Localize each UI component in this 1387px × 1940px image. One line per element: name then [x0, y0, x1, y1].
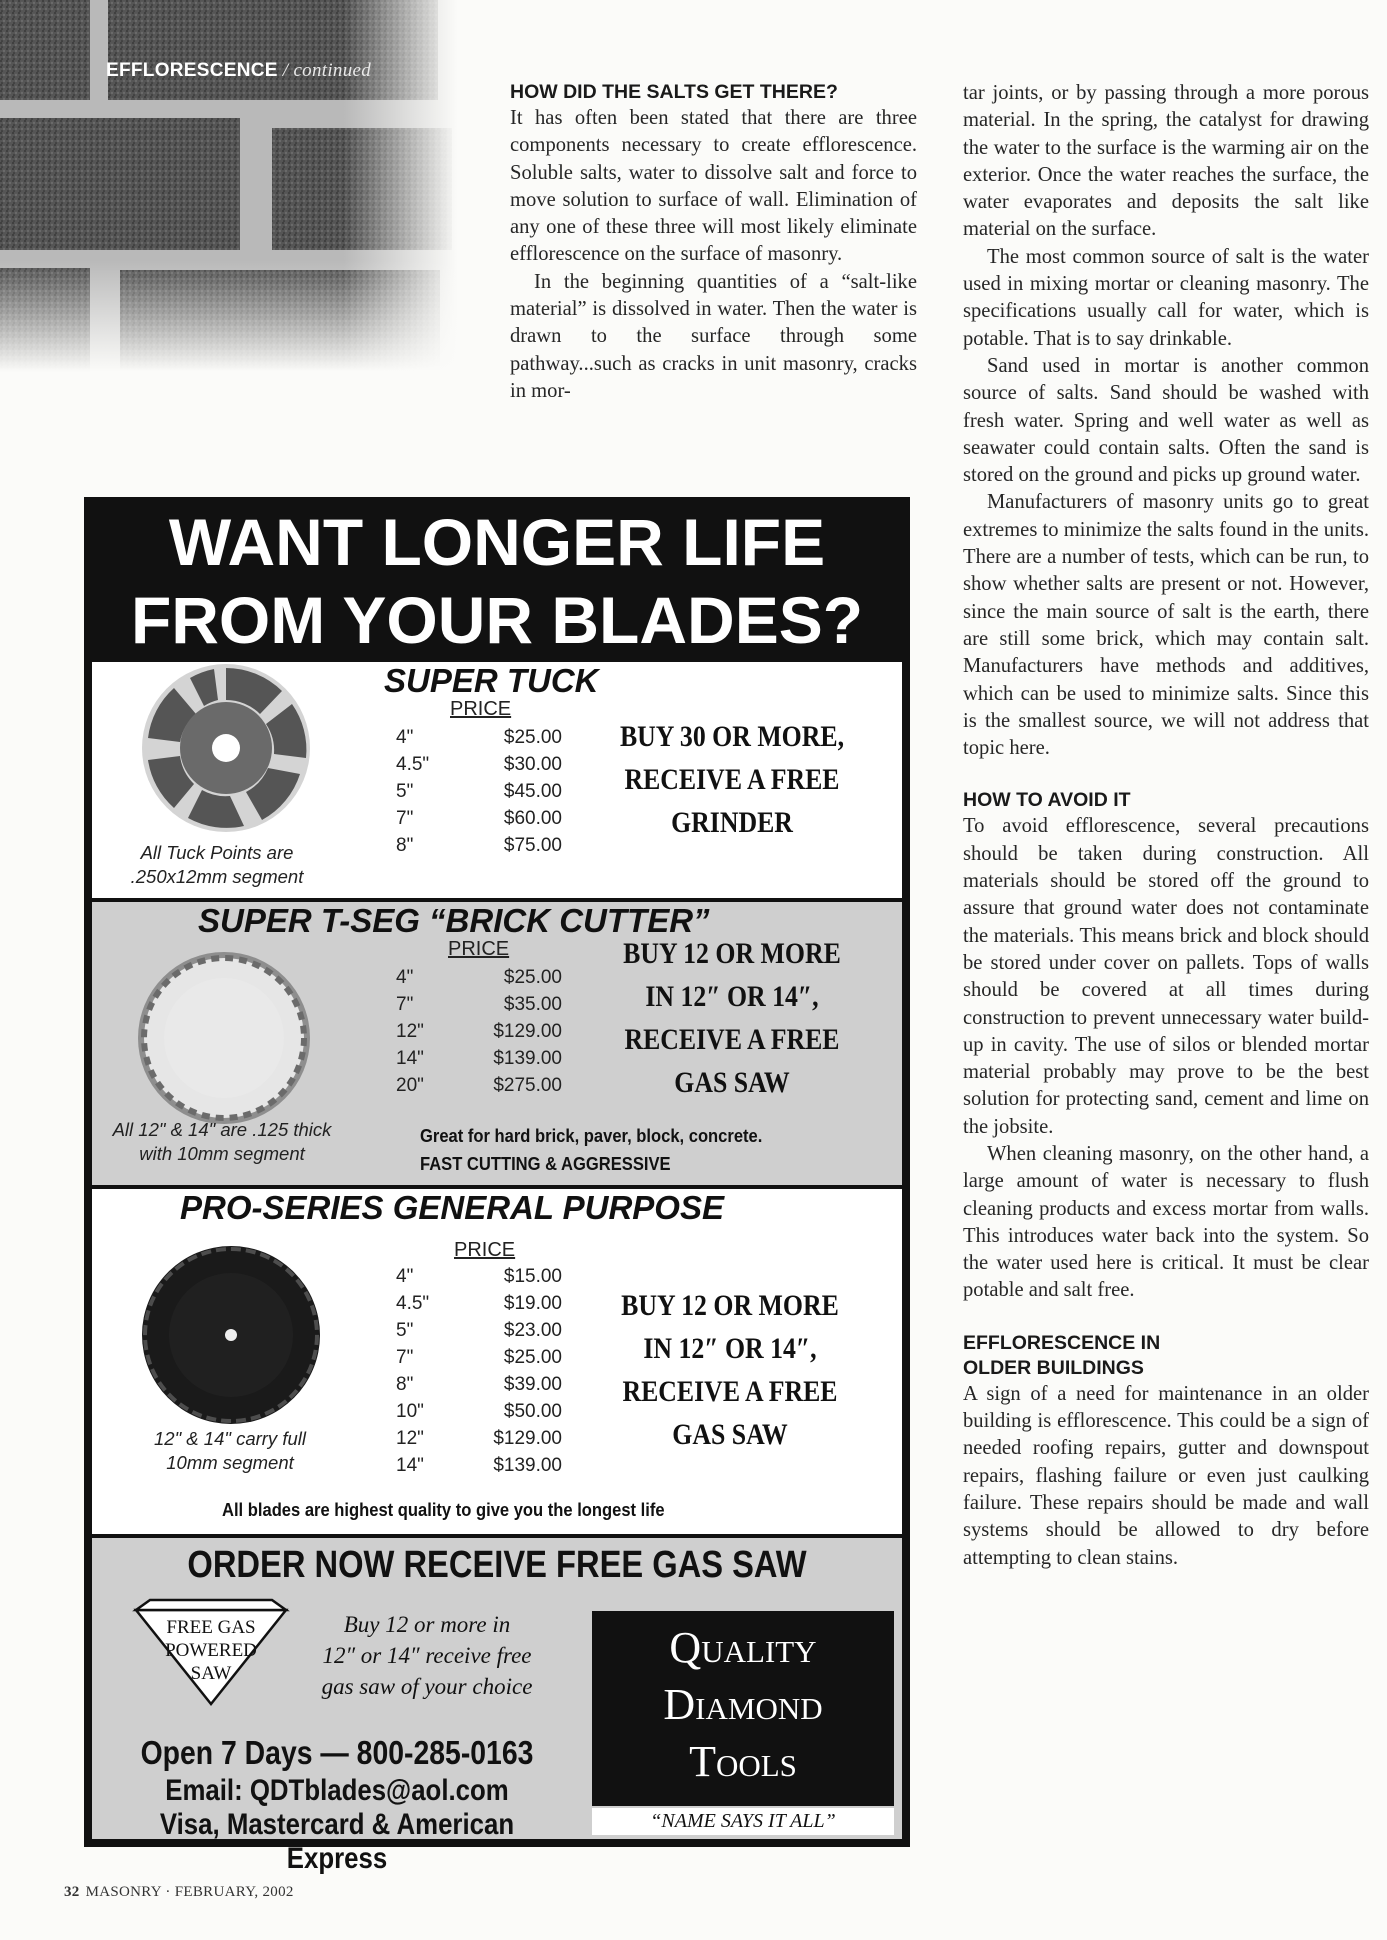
size: 4.5" — [396, 754, 430, 775]
headline-line-2: FROM YOUR BLADES? — [130, 583, 864, 657]
order-heading: ORDER NOW RECEIVE FREE GAS SAW — [187, 1544, 807, 1586]
size: 14" — [396, 1048, 424, 1069]
buy-line: gas saw of your choice — [321, 1674, 533, 1699]
price: $139.00 — [493, 1048, 562, 1069]
note-line: 10mm segment — [166, 1452, 294, 1473]
price: $15.00 — [503, 1266, 562, 1287]
tuck-price-list — [462, 724, 562, 859]
tseg-feature: FAST CUTTING & AGGRESSIVE — [420, 1154, 671, 1174]
size: 5" — [396, 1320, 414, 1341]
paragraph: When cleaning masonry, on the other hand, a large amount of water is necessary to flush cleaning products and excess mortar from walls. This introduces water back into the system. So the water used here is critical. It must be clear potable and salt free. — [963, 1142, 1369, 1302]
price-header: PRICE — [450, 698, 512, 720]
price: $25.00 — [503, 967, 562, 988]
price: $129.00 — [493, 1428, 562, 1449]
tseg-offer — [603, 932, 861, 1104]
tseg-size-list — [396, 964, 444, 1099]
price: $35.00 — [503, 994, 562, 1015]
continued-label: continued — [293, 60, 372, 81]
price: $50.00 — [503, 1401, 562, 1422]
offer-line: GAS SAW — [674, 1066, 790, 1099]
article-column-2 — [963, 80, 1369, 1572]
free-saw-badge — [132, 1616, 290, 1685]
paragraph: In the beginning quantities of a “salt-like material” is dissolved in water. Then the water is drawn to the surface through some pathway...such as cracks in unit masonry, cracks in mor- — [510, 270, 917, 402]
price-header: PRICE — [454, 1239, 516, 1261]
tuck-size-list — [396, 724, 444, 859]
size: 4" — [396, 967, 414, 988]
badge-line: POWERED — [165, 1640, 257, 1661]
paragraph: Sand used in mortar is another common source of salts. Sand should be washed with fresh water. Spring and well water as well as seawater could contain salts. Often the sand is stored on the ground and picks up ground water. — [963, 354, 1369, 487]
brand-line: Diamond — [663, 1680, 823, 1729]
quality-line: All blades are highest quality to give you the longest life — [222, 1500, 665, 1520]
offer-line: RECEIVE A FREE — [624, 763, 840, 796]
article-column-1 — [510, 80, 917, 405]
size: 8" — [396, 835, 414, 856]
offer-line: RECEIVE A FREE — [622, 1375, 838, 1408]
email-line: Email: QDTblades@aol.com — [165, 1774, 509, 1807]
product-title: SUPER T-SEG “BRICK CUTTER” — [198, 902, 710, 939]
price: $25.00 — [503, 727, 562, 748]
size: 10" — [396, 1401, 424, 1422]
note-line: All 12" & 14" are .125 thick — [112, 1119, 332, 1140]
price: $25.00 — [503, 1347, 562, 1368]
tseg-feature: Great for hard brick, paver, block, concrete. — [420, 1126, 763, 1146]
pro-note — [120, 1427, 340, 1475]
pro-series-panel — [92, 1189, 902, 1534]
ad-headline — [84, 497, 910, 662]
section-label: EFFLORESCENCE / continued — [106, 60, 372, 81]
offer-line: BUY 12 OR MORE — [621, 1289, 839, 1322]
heading-line: OLDER BUILDINGS — [963, 1356, 1144, 1379]
price: $275.00 — [493, 1075, 562, 1096]
price: $30.00 — [503, 754, 562, 775]
cards-line: Visa, Mastercard & American Express — [159, 1808, 515, 1875]
brick-wall-photo — [0, 0, 458, 372]
heading-older-buildings — [963, 1331, 1369, 1381]
size: 7" — [396, 808, 414, 829]
buy-line: Buy 12 or more in — [343, 1612, 511, 1637]
price: $23.00 — [503, 1320, 562, 1341]
note-line: 12" & 14" carry full — [154, 1428, 306, 1449]
tuck-note — [102, 841, 332, 889]
product-title: SUPER TUCK — [384, 662, 599, 699]
size: 12" — [396, 1021, 424, 1042]
offer-line: BUY 30 OR MORE, — [619, 720, 845, 753]
tuck-blade-icon — [140, 662, 312, 834]
page-number: 32 — [64, 1884, 80, 1900]
paragraph: Manufacturers of masonry units go to great extremes to minimize the salts found in the units. There are a number of tests, which can be run, to show whether salts are present or not. However, since the main source of salt is the earth, there are still some brick, which may contain salt. Manufacturers have methods and additives, which can be used to minimize salts. Since this is the smallest source, we will not address that topic here. — [963, 491, 1369, 760]
offer-line: GAS SAW — [672, 1418, 788, 1451]
size: 4" — [396, 1266, 414, 1287]
heading-line: EFFLORESCENCE IN — [963, 1331, 1161, 1354]
badge-line: FREE GAS — [166, 1617, 256, 1638]
paragraph: To avoid efflorescence, several precautions should be taken during construction. All materials should be stored off the ground to assure that ground water does not contaminate the materials. This means brick and block should be stored under cover on pallets. Tops of walls should be covered at all times during construction to prevent unnecessary water build-up in cavity. The use of silos or blended mortar material probably may prove to be the best solution for protecting sand, cement and lime on the jobsite. — [963, 815, 1369, 1138]
heading-avoid: HOW TO AVOID IT — [963, 789, 1131, 812]
paragraph: A sign of a need for maintenance in an older building is efflorescence. This could be a sign of needed roofing repairs, gutter and downspout repairs, flashing failure or even just caulking failure. These repairs should be made and wall systems should be allowed to dry before attempting to clean stains. — [963, 1382, 1369, 1569]
size: 14" — [396, 1455, 424, 1476]
super-tseg-panel — [92, 902, 902, 1185]
price: $129.00 — [493, 1021, 562, 1042]
size: 12" — [396, 1428, 424, 1449]
brand-logo — [592, 1611, 894, 1806]
price: $139.00 — [493, 1455, 562, 1476]
page-footer — [64, 1884, 294, 1901]
paragraph: tar joints, or by passing through a more porous material. In the spring, the catalyst for drawing the water to the surface is the warming air on the exterior. Once the water reaches the surface, the water evaporates and deposits the salt like material on the surface. — [963, 82, 1369, 241]
size: 8" — [396, 1374, 414, 1395]
note-line: .250x12mm segment — [130, 866, 304, 887]
order-panel — [92, 1538, 902, 1875]
offer-line: RECEIVE A FREE — [624, 1023, 840, 1056]
price-header: PRICE — [448, 938, 510, 960]
tseg-note — [92, 1118, 352, 1166]
price: $60.00 — [503, 808, 562, 829]
offer-line: BUY 12 OR MORE — [623, 937, 841, 970]
note-line: with 10mm segment — [139, 1143, 305, 1164]
size: 4.5" — [396, 1293, 430, 1314]
buy-note — [302, 1609, 552, 1702]
buy-line: 12″ or 14″ receive free — [322, 1643, 532, 1668]
price: $19.00 — [503, 1293, 562, 1314]
size: 4" — [396, 727, 414, 748]
tseg-price-list — [462, 964, 562, 1099]
size: 7" — [396, 1347, 414, 1368]
paragraph: It has often been stated that there are three components necessary to create efflorescence. Soluble salts, water to dissolve salt and force to move solution to surface of wall. Elimination of any one of these three will most likely eliminate efflorescence on the surface of masonry. — [510, 107, 917, 266]
price: $75.00 — [503, 835, 562, 856]
super-tuck-panel — [92, 662, 902, 898]
brand-line: Tools — [689, 1737, 797, 1786]
brand-line: Quality — [669, 1623, 817, 1672]
heading-salts: HOW DID THE SALTS GET THERE? — [510, 81, 838, 103]
pro-offer — [601, 1284, 859, 1456]
offer-line: IN 12″ OR 14″, — [643, 1332, 817, 1365]
phone-line: Open 7 Days — 800-285-0163 — [140, 1734, 534, 1771]
paragraph: The most common source of salt is the water used in mixing mortar or cleaning masonry. The specifications usually call for water, which is potable. That is to say drinkable. — [963, 245, 1369, 350]
pro-blade-icon — [140, 1244, 322, 1426]
badge-line: SAW — [190, 1663, 232, 1684]
publication-line: MASONRY · FEBRUARY, 2002 — [85, 1884, 294, 1900]
tseg-blade-icon — [136, 950, 312, 1126]
brand-tagline: “NAME SAYS IT ALL” — [592, 1808, 894, 1835]
size: 20" — [396, 1075, 424, 1096]
price: $39.00 — [503, 1374, 562, 1395]
offer-line: IN 12″ OR 14″, — [645, 980, 819, 1013]
note-line: All Tuck Points are — [140, 842, 294, 863]
offer-line: GRINDER — [671, 806, 793, 839]
pro-size-list — [396, 1263, 444, 1479]
price: $45.00 — [503, 781, 562, 802]
headline-line-1: WANT LONGER LIFE — [168, 505, 826, 579]
tuck-offer — [603, 715, 861, 844]
size: 7" — [396, 994, 414, 1015]
size: 5" — [396, 781, 414, 802]
pro-price-list — [462, 1263, 562, 1479]
product-title: PRO-SERIES GENERAL PURPOSE — [180, 1189, 725, 1226]
blade-advertisement — [84, 497, 910, 1875]
section-label-text: EFFLORESCENCE — [106, 60, 278, 81]
